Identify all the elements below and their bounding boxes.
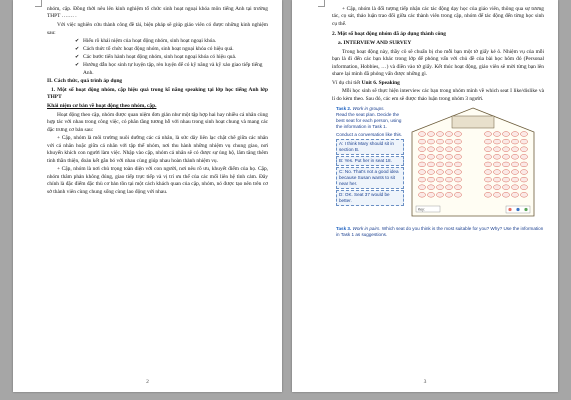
seat	[502, 177, 509, 182]
task-title: Work in pairs.	[352, 226, 381, 232]
seat	[427, 155, 434, 160]
seat	[493, 162, 500, 167]
task-3-text	[336, 226, 546, 238]
seat	[445, 155, 452, 160]
seat	[454, 162, 461, 167]
seat	[484, 170, 491, 175]
seat	[427, 193, 434, 198]
seat	[427, 147, 434, 152]
seat	[418, 132, 425, 137]
seat	[520, 139, 527, 144]
task-label: Task 3.	[336, 226, 352, 232]
seat	[511, 147, 518, 152]
legend-marker	[524, 208, 527, 211]
seat	[418, 147, 425, 152]
dialog-line: C: No. That's not a good idea because Susan wants to sit near her.	[336, 167, 404, 189]
legend-marker	[516, 208, 519, 211]
page-number: 3	[423, 379, 427, 385]
checkmark-icon: ✔	[75, 38, 80, 45]
conduct-instructions: Conduct a conversation like this.	[336, 132, 403, 138]
seat	[493, 132, 500, 137]
task-title: Work in groups.	[352, 106, 385, 112]
paragraph: + Cặp, nhóm là đối tượng tiếp nhận các tác động dạy học của giáo viên, thông qua sự tương tác, cọ sát, thảo luận trao đổi giữa các thành viên trong cặp, nhóm để tác động đến từng học sinh cụ thể.	[332, 6, 544, 27]
seat	[418, 193, 425, 198]
seat	[454, 177, 461, 182]
paragraph: + Cặp, nhóm là môi trường nuôi dưỡng các cá nhân, là sức dây liên lạc chặt chẽ giữa các nhân với cá nhân hoặc giữa cá nhân với tập thể nhóm, nơi thu hành những nhiệm vụ chung giao, nơi khuyến khích con người làm việc. Nhập vào cặp, nhóm cá nhân sẽ có được sự ủng hộ, lâm tăng thêm tinh thần thiện, đoàn kết gắn bó với nhau cùng giúp nhau hoàn thành nhiệm vụ.	[47, 135, 268, 164]
checklist	[75, 38, 268, 77]
seat	[445, 147, 452, 152]
seat	[445, 139, 452, 144]
textbook-figure	[336, 106, 544, 242]
paragraph: Trong hoạt động này, thầy cô sẽ chuẩn bị cho mỗi bạn một tờ giấy kẻ ô. Nhiệm vụ của mỗi bạn là đi đến các bạn khác trong lớp để phỏng vấn với chủ đề của bài học hôm đó (Personal information, Hobbies, …) và điền vào tờ giấy. Kết thúc hoạt động, giáo viên sẽ mời từng bạn lên share lại mình đã phỏng vấn được những gì.	[332, 48, 544, 77]
paragraph: nhóm, cặp. Đồng thời nêu lên kinh nghiệm tổ chức sinh hoạt ngoại khóa môn tiếng Anh tại trường THPT ……. .	[47, 6, 268, 20]
seat	[436, 162, 443, 167]
seat	[511, 139, 518, 144]
seat	[520, 185, 527, 190]
paragraph: Với việc nghiên cứu thành công đề tài, biện pháp sẽ giúp giáo viên có được những kinh nghiệm sau:	[47, 22, 268, 36]
seat	[493, 185, 500, 190]
checklist-item	[75, 54, 268, 61]
seat	[427, 170, 434, 175]
seat	[454, 155, 461, 160]
seat	[418, 177, 425, 182]
seat	[484, 132, 491, 137]
checklist-text: Hướng dẫn học sinh tự luyện tập, rèn luyện để có kỹ năng và kỹ xảo giao tiếp tiếng Anh.	[83, 62, 263, 76]
seat	[454, 193, 461, 198]
seat	[493, 155, 500, 160]
seat	[502, 139, 509, 144]
seat	[445, 177, 452, 182]
task-instructions: Which seat do you think is the most suitable for you? Why? Use the information in Task 1 as suggestions.	[336, 226, 544, 238]
seat	[493, 177, 500, 182]
seat	[454, 147, 461, 152]
seat	[454, 132, 461, 137]
seat	[493, 170, 500, 175]
dialog-line: B: Yes. Put her in seat 18.	[336, 156, 404, 166]
seat	[427, 162, 434, 167]
concept-heading: Khái niệm cơ bản về hoạt động theo nhóm, cặp.	[47, 102, 157, 109]
seat	[520, 162, 527, 167]
seat	[445, 170, 452, 175]
paragraph: Mỗi học sinh sẽ thực hiện interview các bạn trong nhóm mình về which seat I like/dislike và lí do kèm theo. Sau đó, các em sẽ được thảo luận trong nhóm 3 người.	[332, 88, 544, 102]
seat	[427, 185, 434, 190]
seat	[502, 132, 509, 137]
document-page-3	[292, 0, 558, 392]
dialog-line: D: OK. Seat 37 would be better.	[336, 190, 404, 206]
seat	[436, 177, 443, 182]
paragraph: + Cặp, nhóm là nơi chủ trọng toàn diện với con người, nơi nêu rõ ưu, khuyết điểm của họ. Cặp, nhóm thâm phản không đúng, giao tiếp trực tiếp và vị trí ưu thế của các mối liên hệ tình cảm. Đây chính là đặc điểm đặc thù cơ bản tồn tại một cách khách quan của cặp, nhóm, nó được tạo nên trên cơ sở thành viên cùng chung sống cùng lao động với nhau.	[47, 166, 268, 195]
checkmark-icon: ✔	[75, 54, 80, 61]
seat	[454, 139, 461, 144]
key-label: Key:	[418, 207, 425, 212]
seat	[484, 162, 491, 167]
task-label: Task 2.	[336, 106, 352, 112]
seat	[436, 155, 443, 160]
seat	[520, 155, 527, 160]
task-instructions: Read the seat plan. Decide the best seat for each person, using the information in Task 1.	[336, 112, 402, 130]
seat	[520, 147, 527, 152]
checkmark-icon: ✔	[75, 62, 80, 69]
seat	[520, 132, 527, 137]
seat-plan-diagram	[408, 106, 538, 218]
margin-corner	[318, 0, 325, 7]
document-page-2	[13, 0, 282, 392]
example-line	[332, 80, 544, 87]
seat	[418, 185, 425, 190]
seat	[502, 147, 509, 152]
seat	[427, 132, 434, 137]
dialog-line: A: I think Mary should sit in section B.	[336, 139, 404, 155]
seat	[445, 185, 452, 190]
seat	[454, 170, 461, 175]
margin-corner	[35, 0, 42, 7]
section-heading: II. Cách thức, quá trình áp dụng	[47, 78, 123, 85]
seat	[484, 193, 491, 198]
seat	[520, 177, 527, 182]
seat	[436, 185, 443, 190]
seat	[436, 147, 443, 152]
checklist-item	[75, 62, 268, 77]
seat	[493, 193, 500, 198]
seat	[454, 185, 461, 190]
task-2-text	[336, 106, 404, 207]
example-unit: Unit 6. Speaking	[361, 79, 400, 86]
seat	[502, 155, 509, 160]
subsection-heading: 1. Một số hoạt động nhóm, cặp hiệu quả trong kĩ năng speaking tại lớp học tiếng Anh lớp THPT	[47, 86, 268, 101]
seat	[484, 139, 491, 144]
paragraph: Hoạt động theo cặp, nhóm được quan niệm đơn giản như một tập hợp hai hay nhiều cá nhân cùng hợp tác với nhau trong công việc, có phân tầng tương hỗ với nhau trong sinh hoạt chung và mang các đặc trưng cơ bản sau:	[47, 111, 268, 133]
seat	[511, 177, 518, 182]
section-heading: 2. Một số hoạt động nhóm đã áp dụng thành công	[332, 31, 446, 38]
seat	[436, 170, 443, 175]
seat	[493, 139, 500, 144]
seat	[511, 155, 518, 160]
legend-marker	[508, 208, 511, 211]
checklist-item	[75, 46, 268, 53]
seat	[427, 139, 434, 144]
checklist-text: Cách thức tổ chức hoạt động nhóm, sinh hoạt ngoại khóa có hiệu quả.	[83, 46, 234, 53]
seat	[511, 193, 518, 198]
seat	[418, 155, 425, 160]
stage	[452, 116, 494, 128]
seat	[436, 132, 443, 137]
checklist-item	[75, 38, 268, 45]
page-number: 2	[146, 379, 149, 385]
seat	[502, 185, 509, 190]
seat	[445, 162, 452, 167]
seat	[493, 147, 500, 152]
seat	[484, 155, 491, 160]
seat	[520, 193, 527, 198]
seat	[436, 193, 443, 198]
seat	[511, 132, 518, 137]
seat	[445, 132, 452, 137]
seat	[511, 170, 518, 175]
subsection-heading: a. INTERVIEW AND SURVEY	[338, 40, 412, 46]
seat	[484, 177, 491, 182]
checklist-text: Các bước tiến hành hoạt động nhóm, sinh hoạt ngoại khóa có hiệu quả.	[83, 54, 237, 61]
seat	[502, 170, 509, 175]
example-label: Ví dụ chi tiết	[332, 79, 361, 86]
seat	[445, 193, 452, 198]
seat	[484, 185, 491, 190]
seat	[484, 147, 491, 152]
seat	[502, 193, 509, 198]
seat	[418, 170, 425, 175]
checklist-text: Hiểu rõ khái niệm của hoạt động nhóm, sinh hoạt ngoại khóa.	[83, 38, 217, 45]
seat	[418, 162, 425, 167]
seat	[436, 139, 443, 144]
seat	[511, 162, 518, 167]
seat	[502, 162, 509, 167]
seat	[427, 177, 434, 182]
seat	[418, 139, 425, 144]
seat	[520, 170, 527, 175]
seat	[511, 185, 518, 190]
checkmark-icon: ✔	[75, 46, 80, 53]
